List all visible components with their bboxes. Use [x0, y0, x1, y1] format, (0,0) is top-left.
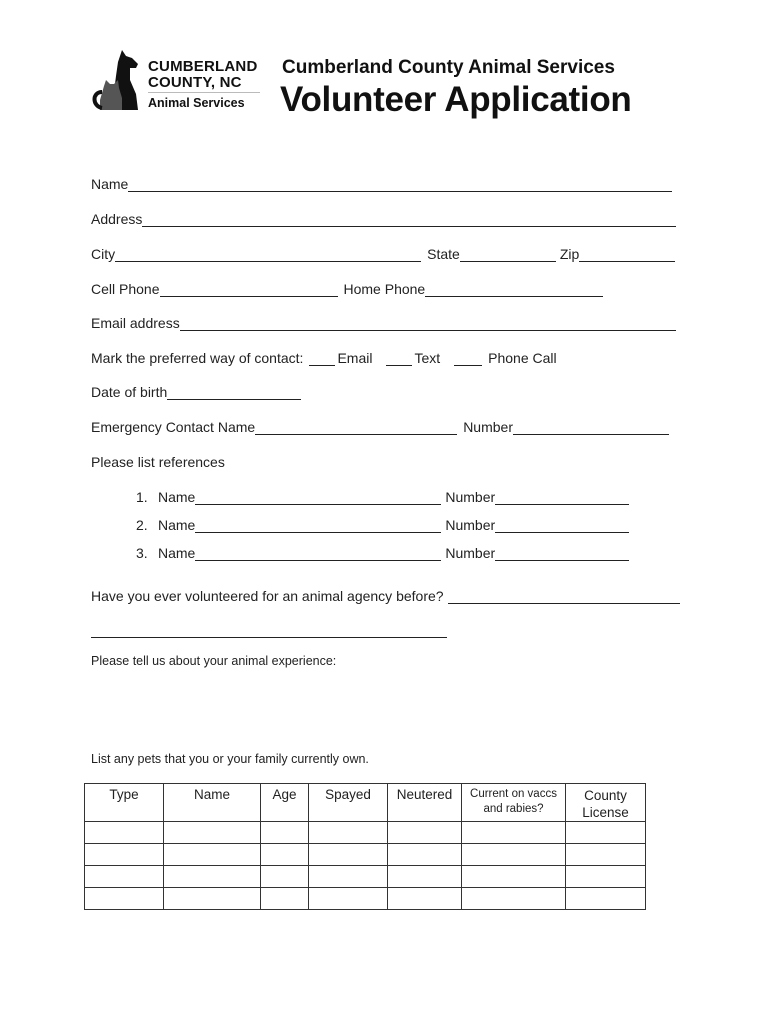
pets-col-neutered: Neutered [388, 784, 462, 822]
city-field[interactable] [115, 247, 421, 262]
table-cell[interactable] [388, 822, 462, 844]
reference-number-label: Number [445, 517, 496, 533]
emergency-name-label: Emergency Contact Name [91, 419, 256, 435]
reference-name-label: Name [158, 517, 196, 533]
table-cell[interactable] [261, 888, 309, 910]
zip-label: Zip [559, 246, 580, 262]
emergency-contact-row [91, 419, 671, 435]
emergency-number-field[interactable] [513, 420, 669, 435]
volunteered-row [91, 588, 682, 604]
reference-name-label: Name [158, 545, 196, 561]
contact-email-checkbox[interactable] [309, 351, 335, 366]
email-field[interactable] [180, 316, 676, 331]
cell-phone-field[interactable] [160, 282, 338, 297]
reference-1-name-field[interactable] [195, 490, 441, 505]
logo-divider [148, 92, 260, 93]
pets-label: List any pets that you or your family currently own. [91, 752, 369, 766]
reference-2-name-field[interactable] [195, 518, 441, 533]
dog-cat-silhouette-icon [92, 46, 148, 116]
dob-label: Date of birth [91, 384, 168, 400]
pets-col-name: Name [164, 784, 261, 822]
home-phone-field[interactable] [425, 282, 603, 297]
table-cell[interactable] [164, 822, 261, 844]
reference-row [136, 489, 631, 505]
reference-3-name-field[interactable] [195, 546, 441, 561]
pets-col-age: Age [261, 784, 309, 822]
reference-number-label: Number [445, 489, 496, 505]
contact-preference-label: Mark the preferred way of contact: [91, 350, 304, 366]
home-phone-label: Home Phone [343, 281, 426, 297]
phone-row [91, 281, 605, 297]
pets-table-header-row [85, 784, 646, 822]
table-cell[interactable] [164, 844, 261, 866]
email-row [91, 315, 678, 331]
table-cell[interactable] [85, 866, 164, 888]
organization-name: Cumberland County Animal Services [282, 57, 615, 78]
table-cell[interactable] [462, 844, 566, 866]
table-cell[interactable] [261, 844, 309, 866]
email-label: Email address [91, 315, 180, 331]
zip-field[interactable] [579, 247, 675, 262]
table-cell[interactable] [261, 866, 309, 888]
logo-text-line1: CUMBERLAND [148, 58, 258, 75]
table-cell[interactable] [261, 822, 309, 844]
table-cell[interactable] [462, 866, 566, 888]
pets-col-spayed: Spayed [309, 784, 388, 822]
table-cell[interactable] [388, 888, 462, 910]
references-label: Please list references [91, 454, 225, 470]
reference-number: 2. [136, 517, 148, 533]
pets-col-license: County License [566, 784, 646, 822]
reference-row [136, 517, 631, 533]
animal-experience-label: Please tell us about your animal experience: [91, 654, 337, 668]
animal-experience-row [91, 654, 336, 668]
state-label: State [427, 246, 460, 262]
emergency-number-label: Number [463, 419, 513, 435]
emergency-name-field[interactable] [255, 420, 457, 435]
volunteered-question: Have you ever volunteered for an animal agency before? [91, 588, 444, 604]
reference-name-label: Name [158, 489, 196, 505]
volunteered-answer-field[interactable] [448, 589, 680, 604]
table-row [85, 822, 646, 844]
name-row [91, 176, 674, 192]
table-cell[interactable] [85, 844, 164, 866]
volunteered-answer-field-continued[interactable] [91, 623, 447, 638]
cell-phone-label: Cell Phone [91, 281, 160, 297]
dob-field[interactable] [167, 385, 301, 400]
name-field[interactable] [128, 177, 672, 192]
table-cell[interactable] [462, 888, 566, 910]
table-cell[interactable] [566, 822, 646, 844]
table-cell[interactable] [566, 888, 646, 910]
contact-phone-checkbox[interactable] [454, 351, 482, 366]
reference-number: 3. [136, 545, 148, 561]
city-state-zip-row [91, 246, 677, 262]
reference-1-number-field[interactable] [495, 490, 629, 505]
reference-number-label: Number [445, 545, 496, 561]
contact-option-email: Email [337, 350, 373, 366]
table-cell[interactable] [85, 822, 164, 844]
reference-2-number-field[interactable] [495, 518, 629, 533]
county-logo [92, 46, 272, 116]
logo-text-line3: Animal Services [148, 96, 245, 110]
table-cell[interactable] [85, 888, 164, 910]
table-cell[interactable] [309, 866, 388, 888]
table-cell[interactable] [309, 822, 388, 844]
table-cell[interactable] [566, 844, 646, 866]
dob-row [91, 384, 303, 400]
table-row [85, 844, 646, 866]
state-field[interactable] [460, 247, 556, 262]
pets-col-type: Type [85, 784, 164, 822]
logo-text-line2: COUNTY, NC [148, 74, 242, 91]
table-cell[interactable] [309, 888, 388, 910]
table-cell[interactable] [164, 888, 261, 910]
table-cell[interactable] [309, 844, 388, 866]
pets-row [91, 752, 369, 766]
reference-number: 1. [136, 489, 148, 505]
table-cell[interactable] [566, 866, 646, 888]
pets-table [84, 783, 646, 910]
contact-option-phone: Phone Call [488, 350, 557, 366]
table-cell[interactable] [388, 844, 462, 866]
references-heading [91, 454, 225, 470]
table-cell[interactable] [462, 822, 566, 844]
reference-3-number-field[interactable] [495, 546, 629, 561]
table-cell[interactable] [388, 866, 462, 888]
city-label: City [91, 246, 116, 262]
volunteered-continuation-row [91, 623, 449, 638]
address-row [91, 211, 678, 227]
address-label: Address [91, 211, 143, 227]
pets-col-vaccs: Current on vaccs and rabies? [462, 784, 566, 822]
page-title: Volunteer Application [280, 80, 632, 119]
reference-row [136, 545, 631, 561]
table-row [85, 888, 646, 910]
contact-option-text: Text [414, 350, 441, 366]
address-field[interactable] [142, 212, 676, 227]
contact-preference-row [91, 350, 557, 366]
table-row [85, 866, 646, 888]
table-cell[interactable] [164, 866, 261, 888]
name-label: Name [91, 176, 129, 192]
contact-text-checkbox[interactable] [386, 351, 412, 366]
